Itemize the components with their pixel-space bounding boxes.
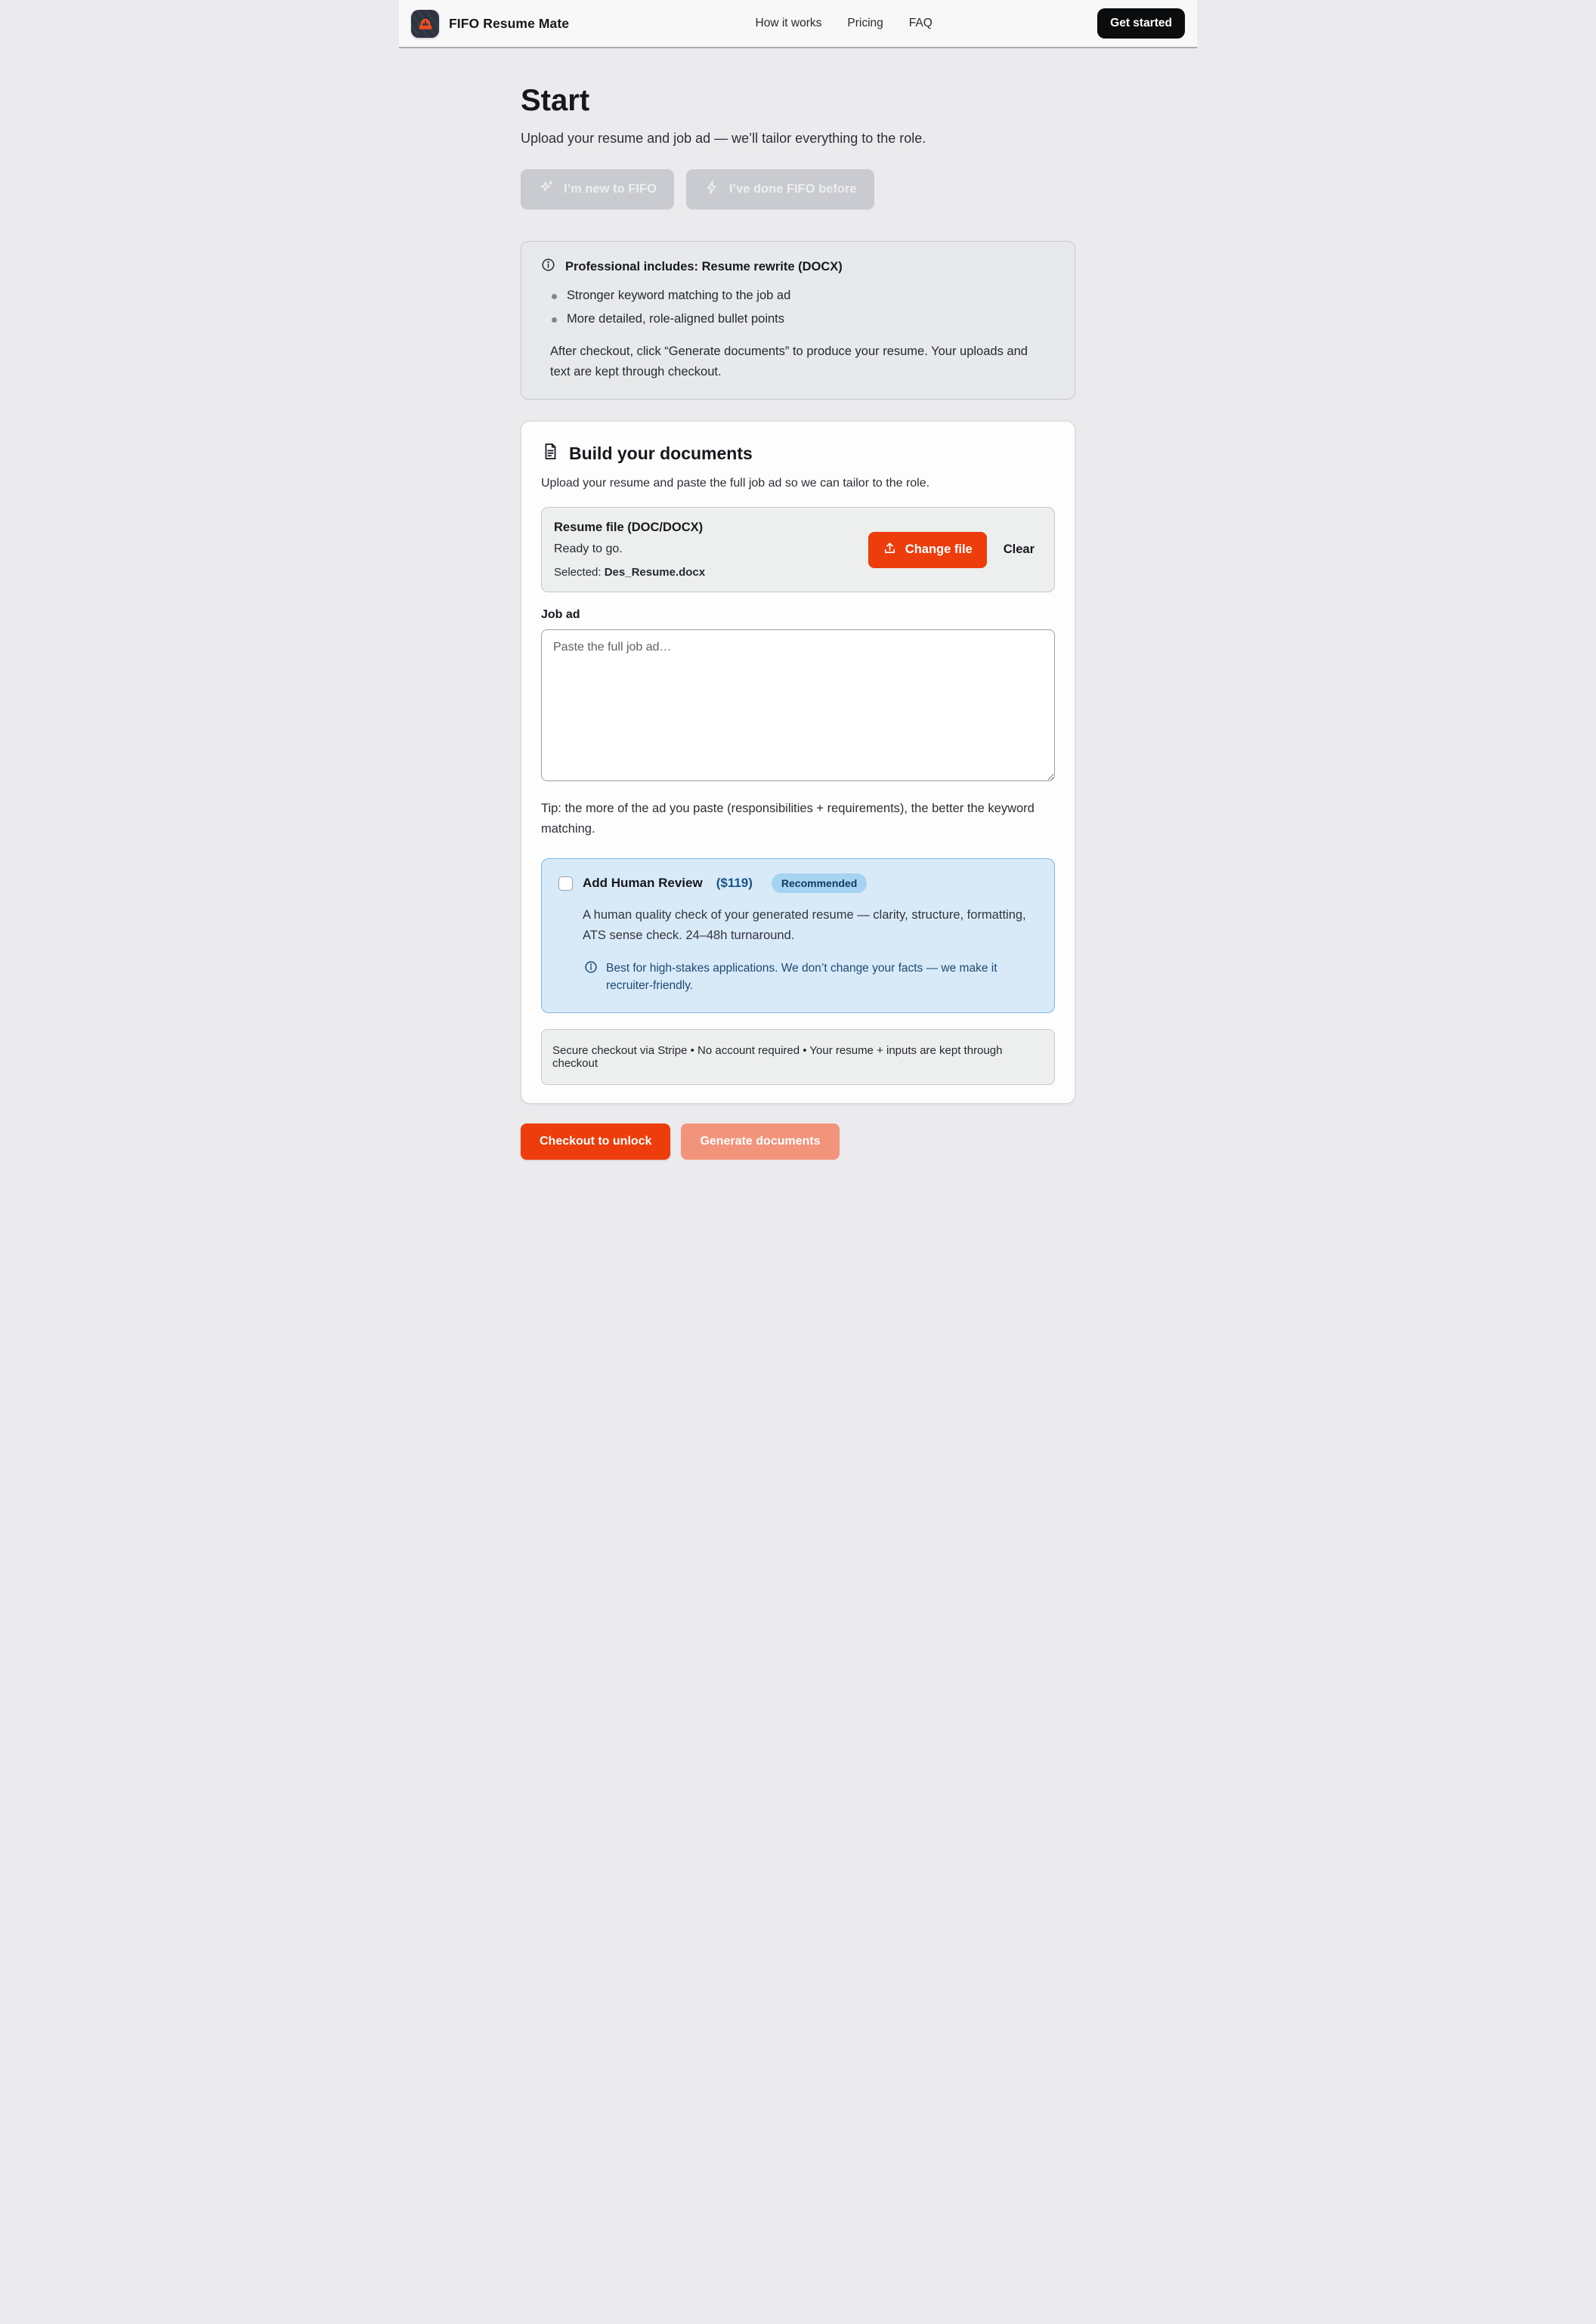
human-review-note: [584, 960, 1038, 995]
nav-faq[interactable]: FAQ: [908, 17, 933, 29]
plan-includes-list: [552, 289, 1055, 326]
nav-how-it-works[interactable]: How it works: [755, 17, 822, 29]
human-review-box: [541, 858, 1055, 1013]
upload-icon: [883, 541, 897, 559]
change-file-button[interactable]: [868, 532, 987, 568]
nav-pricing[interactable]: Pricing: [847, 17, 883, 29]
resume-file-status: Ready to go.: [554, 542, 623, 556]
done-fifo-before-label: I’ve done FIFO before: [728, 182, 857, 196]
resume-file-label: Resume file (DOC/DOCX): [554, 521, 704, 535]
done-fifo-before-button[interactable]: [686, 169, 874, 209]
plan-includes-note: After checkout, click “Generate documents” to produce your resume. Your uploads and text are kept through checkout.: [550, 345, 1028, 379]
new-to-fifo-button[interactable]: [521, 169, 674, 209]
resume-file-selected: [554, 566, 868, 579]
human-review-price: ($119): [716, 876, 753, 891]
selected-filename: Des_Resume.docx: [604, 566, 706, 579]
recommended-badge: Recommended: [772, 873, 867, 893]
job-ad-tip: Tip: the more of the ad you paste (responsibilities + requirements), the better the keyword matching.: [541, 802, 1035, 836]
resume-file-box: [541, 507, 1055, 592]
bullet-dot: [552, 294, 557, 299]
card-title: Build your documents: [569, 443, 753, 464]
info-icon: [584, 960, 598, 995]
get-started-button[interactable]: Get started: [1097, 8, 1185, 39]
sparkles-icon: [538, 179, 555, 199]
bullet-dot: [552, 317, 557, 323]
selected-prefix: Selected:: [554, 566, 605, 579]
human-review-description: A human quality check of your generated resume — clarity, structure, formatting, ATS sense check. 24–48h turnaround.: [583, 908, 1026, 942]
plan-bullet-text: Stronger keyword matching to the job ad: [567, 289, 791, 302]
main-nav: [756, 17, 933, 30]
job-ad-textarea[interactable]: [541, 629, 1055, 781]
page-subtitle: Upload your resume and job ad — we’ll tailor everything to the role.: [521, 131, 926, 146]
plan-includes-panel: [521, 241, 1075, 400]
checkout-to-unlock-button[interactable]: Checkout to unlock: [521, 1123, 670, 1160]
brand: [411, 10, 569, 38]
job-ad-label: Job ad: [541, 608, 580, 622]
human-review-note-text: Best for high-stakes applications. We don’t change your facts — we make it recruiter-friendly.: [606, 961, 998, 992]
document-icon: [541, 442, 560, 465]
list-item: [552, 312, 1055, 326]
card-subtitle: Upload your resume and paste the full job ad so we can tailor to the role.: [541, 477, 930, 490]
human-review-title: Add Human Review: [583, 876, 703, 891]
build-documents-card: [521, 421, 1075, 1104]
page-actions: [521, 1123, 1075, 1160]
hard-hat-logo-icon: [411, 10, 439, 38]
list-item: [552, 289, 1055, 303]
change-file-label: Change file: [905, 542, 973, 557]
generate-documents-button[interactable]: Generate documents: [681, 1123, 839, 1160]
human-review-checkbox[interactable]: [558, 876, 573, 891]
experience-mode-buttons: [521, 169, 1075, 209]
top-navigation-bar: [399, 0, 1197, 48]
main-content: [521, 83, 1075, 1179]
page-title: Start: [521, 84, 590, 117]
brand-name: FIFO Resume Mate: [449, 15, 570, 31]
info-icon: [541, 258, 555, 276]
plan-includes-title: Professional includes: Resume rewrite (DOCX): [565, 259, 843, 274]
secure-checkout-note: Secure checkout via Stripe • No account required • Your resume + inputs are kept through checkout: [541, 1029, 1055, 1085]
clear-file-button[interactable]: Clear: [1003, 542, 1035, 557]
lightning-icon: [704, 179, 720, 199]
plan-bullet-text: More detailed, role-aligned bullet points: [567, 312, 785, 326]
new-to-fifo-label: I’m new to FIFO: [564, 182, 657, 196]
